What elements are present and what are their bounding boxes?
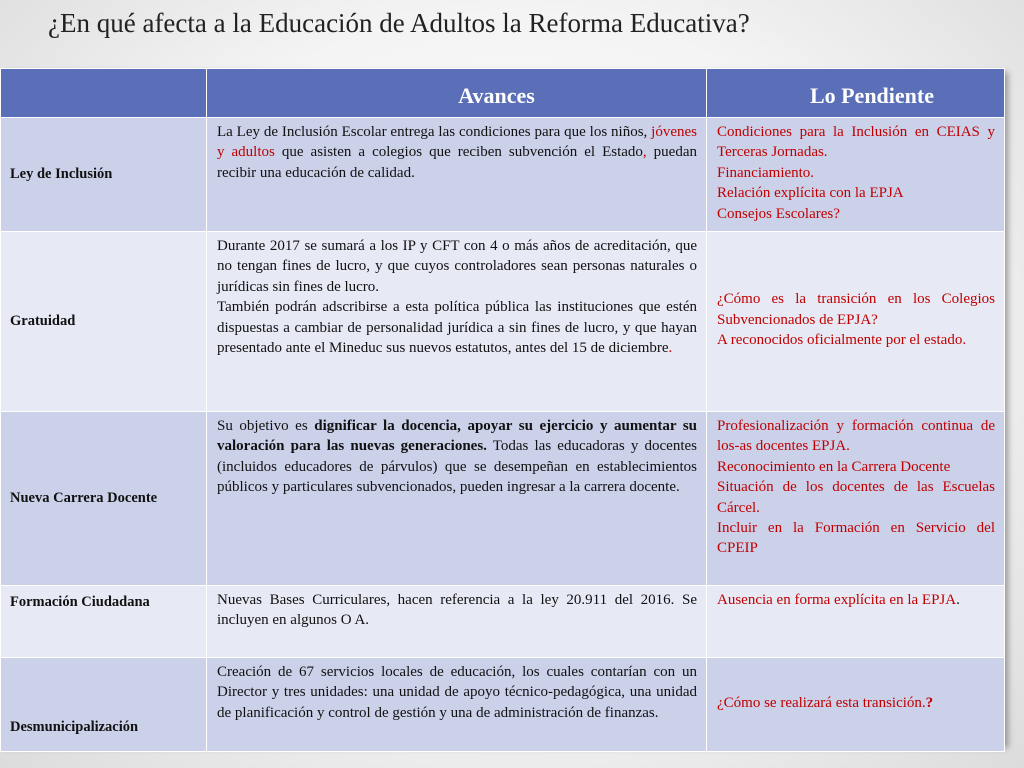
text-segment: Todas las educadoras y docentes (incluidos educadores de párvulos) que se desempeñan en establecimientos públicos y particulares subvencionados, pueden ingresar a la carrera docente.: [217, 438, 697, 496]
avances-formacion-ciudadana: Nuevas Bases Curriculares, hacen referencia a la ley 20.911 del 2016. Se incluyen en algunos O A.: [207, 586, 707, 658]
avances-desmunicipalizacion: Creación de 67 servicios locales de educación, los cuales contarían con un Director y tres unidades: una unidad de apoyo técnico-pedagógica, una unidad de planificación y control de gestión y una de administración de finanzas.: [207, 658, 707, 752]
pending-item: Situación de los docentes de las Escuelas Cárcel.: [717, 479, 995, 516]
row-label-formacion-ciudadana: Formación Ciudadana: [1, 586, 207, 658]
bold-text: dignificar la docencia, apoyar su ejercicio y aumentar su valoración para las nuevas generaciones.: [217, 418, 698, 455]
header-avances: Avances: [207, 69, 707, 118]
pending-item: Reconocimiento en la Carrera Docente: [717, 458, 951, 475]
pending-item: Financiamiento.: [717, 164, 815, 181]
pending-item: Incluir en la Formación en Servicio del CPEIP: [717, 520, 995, 557]
pending-item: ?: [925, 694, 934, 711]
table-row: [1, 118, 1005, 232]
slide-title: ¿En qué afecta a la Educación de Adultos la Reforma Educativa?: [48, 8, 750, 38]
avances-gratuidad: [207, 232, 707, 412]
text-segment: También podrán adscribirse a esta política pública las instituciones que estén dispuestas a cambiar de personalidad jurídica a sin fines de lucro, y que hayan presentado ante el Mineduc sus nuevos estatutos, antes del 15 de diciembre: [217, 299, 697, 357]
row-label-gratuidad: Gratuidad: [1, 232, 207, 412]
avances-carrera-docente: [207, 412, 707, 586]
highlight-text: jóvenes y adultos: [217, 124, 697, 161]
table-row: [1, 232, 1005, 412]
pendiente-formacion-ciudadana: [707, 586, 1005, 658]
highlight-text: ,: [642, 144, 647, 161]
avances-ley-inclusion: [207, 118, 707, 232]
pendiente-ley-inclusion: [707, 118, 1005, 232]
text-segment: Su objetivo es: [217, 418, 315, 435]
table-header-row: [1, 69, 1005, 118]
highlight-text: .: [668, 340, 673, 357]
reform-table: [0, 68, 1004, 744]
header-empty-cell: [1, 69, 207, 118]
pending-item: .: [956, 592, 960, 609]
pendiente-carrera-docente: [707, 412, 1005, 586]
pending-item: Ausencia en forma explícita en la EPJA: [717, 592, 957, 609]
pending-item: A reconocidos oficialmente por el estado.: [717, 332, 967, 349]
pending-item: Consejos Escolares?: [717, 205, 840, 222]
pending-item: ¿Cómo se realizará esta transición.: [717, 694, 926, 711]
pendiente-desmunicipalizacion: [707, 658, 1005, 752]
text-segment: La Ley de Inclusión Escolar entrega las condiciones para que los niños,: [217, 124, 652, 140]
row-label-carrera-docente: Nueva Carrera Docente: [1, 412, 207, 586]
table-row: [1, 658, 1005, 752]
header-pendiente: Lo Pendiente: [707, 69, 1005, 118]
text-segment: Durante 2017 se sumará a los IP y CFT con 4 o más años de acreditación, que no tengan fines de lucro, y que cuyos controladores sean personas naturales o jurídicas sin fines de lucro.: [217, 238, 697, 295]
table-row: [1, 586, 1005, 658]
row-label-ley-inclusion: Ley de Inclusión: [1, 118, 207, 232]
pending-item: Relación explícita con la EPJA: [717, 185, 904, 202]
text-segment: que asisten a colegios que reciben subvención el Estado: [274, 144, 643, 161]
pending-item: Condiciones para la Inclusión en CEIAS y Terceras Jornadas.: [717, 124, 995, 161]
table-row: [1, 412, 1005, 586]
text-segment: puedan recibir una educación de calidad.: [217, 144, 697, 181]
row-label-desmunicipalizacion: Desmunicipalización: [1, 658, 207, 752]
pending-item: Profesionalización y formación continua de los-as docentes EPJA.: [717, 418, 995, 455]
pendiente-gratuidad: [707, 232, 1005, 412]
pending-item: ¿Cómo es la transición en los Colegios Subvencionados de EPJA?: [717, 291, 995, 328]
